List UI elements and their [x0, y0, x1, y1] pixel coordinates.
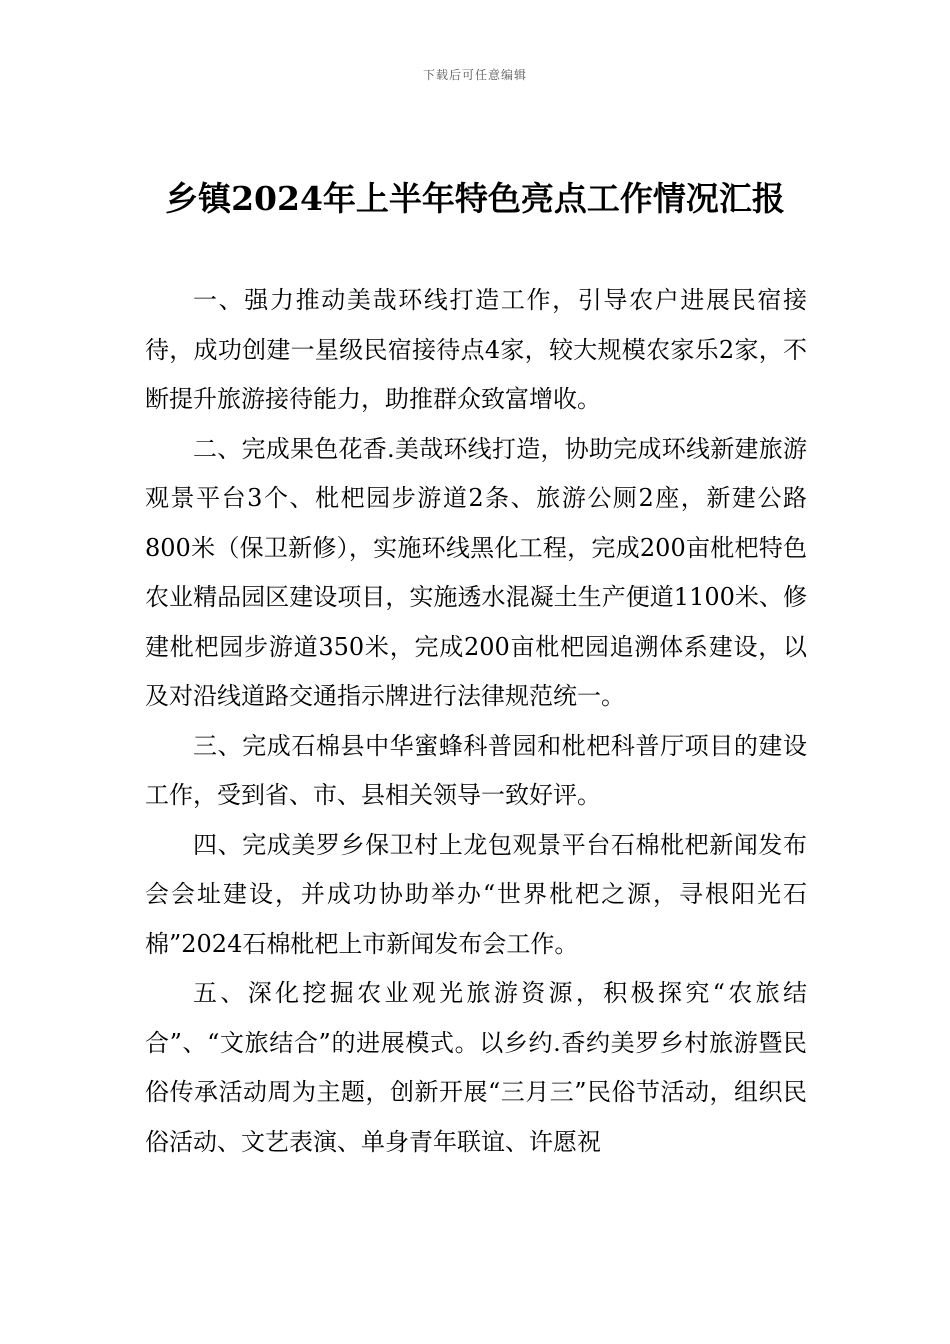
paragraph-1: 一、强力推动美哉环线打造工作，引导农户进展民宿接待，成功创建一星级民宿接待点4家，较大规模农家乐2家，不断提升旅游接待能力，助推群众致富增收。	[145, 286, 807, 413]
paragraph-5: 五、深化挖掘农业观光旅游资源，积极探究“农旅结合”、“文旅结合”的进展模式。以乡约.香约美罗乡村旅游暨民俗传承活动周为主题，创新开展“三月三”民俗节活动，组织民俗活动、文艺表演、单身青年联谊、许愿祝	[145, 979, 807, 1156]
document-body	[145, 276, 807, 1167]
header-note: 下载后可任意编辑	[422, 68, 527, 82]
paragraph-2: 二、完成果色花香.美哉环线打造，协助完成环线新建旅游观景平台3个、枇杷园步游道2条、旅游公厕2座，新建公路800米（保卫新修），实施环线黑化工程，完成200亩枇杷特色农业精品园区建设项目，实施透水混凝土生产便道1100米、修建枇杷园步游道350米，完成200亩枇杷园追溯体系建设，以及对沿线道路交通指示牌进行法律规范统一。	[145, 434, 807, 710]
document-title: 乡镇2024年上半年特色亮点工作情况汇报	[165, 179, 785, 218]
paragraph-3: 三、完成石棉县中华蜜蜂科普园和枇杷科普厅项目的建设工作，受到省、市、县相关领导一致好评。	[145, 731, 807, 809]
paragraph-4: 四、完成美罗乡保卫村上龙包观景平台石棉枇杷新闻发布会会址建设，并成功协助举办“世界枇杷之源，寻根阳光石棉”2024石棉枇杷上市新闻发布会工作。	[145, 830, 807, 958]
